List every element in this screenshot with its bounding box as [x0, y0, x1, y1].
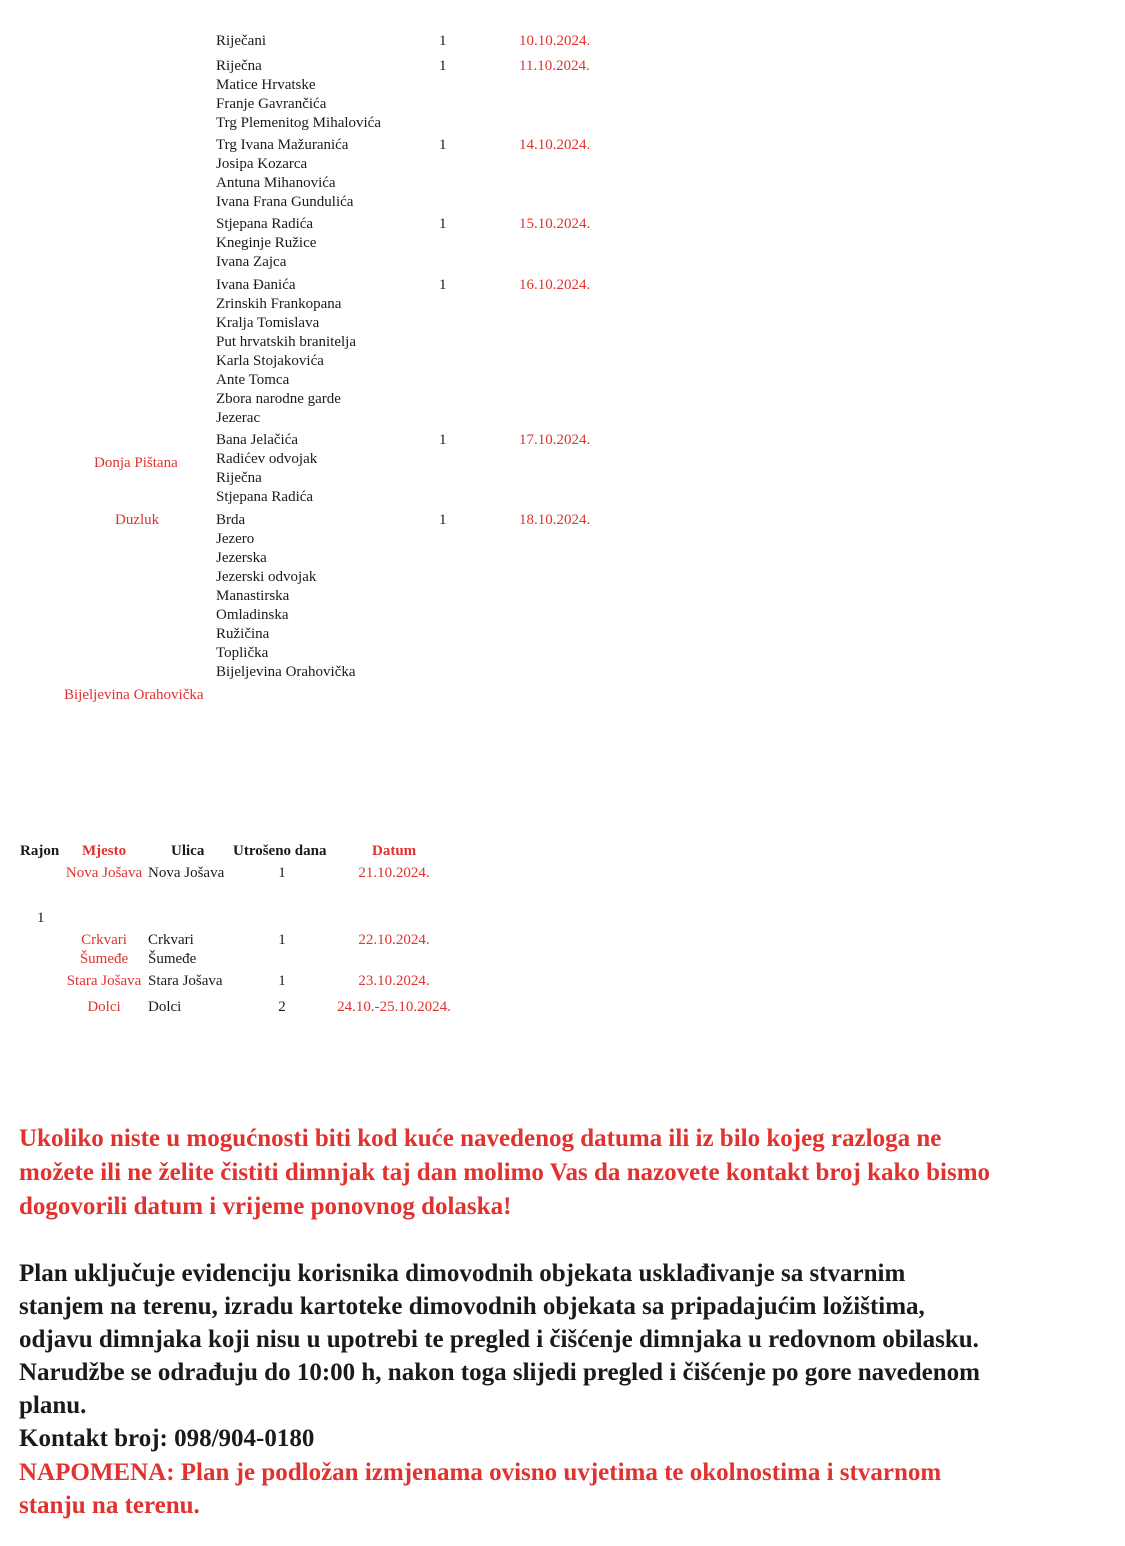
plan-description-line: Plan uključuje evidenciju korisnika dimovodnih objekata usklađivanje sa stvarnim — [19, 1260, 906, 1287]
warning-note-line: možete ili ne želite čistiti dimnjak taj dan molimo Vas da nazovete kontakt broj kako bismo — [19, 1159, 991, 1186]
days-count: 1 — [439, 216, 447, 232]
warning-note-line: Ukoliko niste u mogućnosti biti kod kuće navedenog datuma ili iz bilo kojeg razloga ne — [19, 1125, 942, 1152]
street-name: Riječna — [216, 470, 262, 486]
days-count: 1 — [439, 512, 447, 528]
plan-description-line: Narudžbe se odrađuju do 10:00 h, nakon toga slijedi pregled i čišćenje po gore navedenom — [19, 1359, 980, 1386]
header-utroseno-dana: Utrošeno dana — [233, 843, 327, 859]
street-name: Zbora narodne garde — [216, 391, 341, 407]
place-name: Nova Jošava — [65, 865, 143, 881]
days-count: 1 — [439, 33, 447, 49]
street-name: Jezerska — [216, 550, 267, 566]
street-name: Zrinskih Frankopana — [216, 296, 342, 312]
place-name: Duzluk — [115, 512, 160, 528]
street-name: Trg Plemenitog Mihalovića — [216, 115, 381, 131]
street-name: Bijeljevina Orahovička — [216, 664, 356, 680]
place-name: Dolci — [87, 999, 121, 1015]
street-name: Jezerski odvojak — [216, 569, 317, 585]
street-name: Riječna — [216, 58, 262, 74]
schedule-table — [0, 836, 520, 1026]
street-name: Josipa Kozarca — [216, 156, 308, 172]
days-count: 2 — [278, 999, 286, 1015]
rajon-value: 1 — [37, 910, 45, 926]
street-name: Ružičina — [216, 626, 270, 642]
street-name: Ivana Zajca — [216, 254, 287, 270]
days-count: 1 — [439, 58, 447, 74]
days-count: 1 — [278, 973, 286, 989]
schedule-date: 16.10.2024. — [519, 277, 591, 293]
street-name: Bana Jelačića — [216, 432, 299, 448]
schedule-date: 23.10.2024. — [358, 973, 430, 989]
days-count: 1 — [439, 137, 447, 153]
days-count: 1 — [278, 865, 286, 881]
plan-description-line: planu. — [19, 1392, 87, 1419]
place-name: Šumeđe — [79, 951, 129, 967]
street-name: Antuna Mihanovića — [216, 175, 336, 191]
header-mjesto: Mjesto — [82, 843, 127, 859]
days-count: 1 — [278, 932, 286, 948]
schedule-date: 24.10.-25.10.2024. — [337, 999, 451, 1015]
street-name: Kneginje Ružice — [216, 235, 317, 251]
header-rajon: Rajon — [20, 843, 60, 859]
street-name: Stjepana Radića — [216, 216, 314, 232]
street-name: Ante Tomca — [216, 372, 290, 388]
schedule-list-top — [0, 0, 700, 720]
place-name: Donja Pištana — [94, 455, 178, 471]
street-name: Put hrvatskih branitelja — [216, 334, 356, 350]
plan-description-line: stanjem na terenu, izradu kartoteke dimovodnih objekata sa pripadajućim ložištima, — [19, 1293, 925, 1320]
street-name: Trg Ivana Mažuranića — [216, 137, 349, 153]
street-name: Jezerac — [216, 410, 261, 426]
schedule-date: 10.10.2024. — [519, 33, 591, 49]
warning-note-line: dogovorili datum i vrijeme ponovnog dolaska! — [19, 1193, 512, 1220]
schedule-date: 17.10.2024. — [519, 432, 591, 448]
street-name: Matice Hrvatske — [216, 77, 316, 93]
place-name: Bijeljevina Orahovička — [64, 687, 204, 703]
contact-number: Kontakt broj: 098/904-0180 — [19, 1425, 315, 1452]
schedule-date: 14.10.2024. — [519, 137, 591, 153]
schedule-date: 22.10.2024. — [358, 932, 430, 948]
place-name: Crkvari — [81, 932, 127, 948]
napomena-note-line: NAPOMENA: Plan je podložan izmjenama ovisno uvjetima te okolnostima i stvarnom — [19, 1459, 942, 1486]
schedule-date: 18.10.2024. — [519, 512, 591, 528]
street-name: Nova Jošava — [148, 865, 225, 881]
schedule-date: 21.10.2024. — [358, 865, 430, 881]
place-name: Stara Jošava — [66, 973, 142, 989]
header-datum: Datum — [372, 843, 417, 859]
header-ulica: Ulica — [171, 843, 205, 859]
street-name: Stara Jošava — [148, 973, 223, 989]
street-name: Dolci — [148, 999, 182, 1015]
street-name: Crkvari — [148, 932, 194, 948]
schedule-date: 11.10.2024. — [519, 58, 590, 74]
street-name: Karla Stojakovića — [216, 353, 324, 369]
street-name: Omladinska — [216, 607, 289, 623]
plan-description-line: odjavu dimnjaka koji nisu u upotrebi te pregled i čišćenje dimnjaka u redovnom obilasku. — [19, 1326, 979, 1353]
street-name: Kralja Tomislava — [216, 315, 320, 331]
street-name: Radićev odvojak — [216, 451, 318, 467]
days-count: 1 — [439, 277, 447, 293]
street-name: Toplička — [216, 645, 269, 661]
street-name: Jezero — [216, 531, 255, 547]
street-name: Šumeđe — [148, 951, 197, 967]
street-name: Stjepana Radića — [216, 489, 314, 505]
days-count: 1 — [439, 432, 447, 448]
street-name: Manastirska — [216, 588, 290, 604]
street-name: Ivana Frana Gundulića — [216, 194, 354, 210]
schedule-date: 15.10.2024. — [519, 216, 591, 232]
napomena-note-line: stanju na terenu. — [19, 1492, 200, 1519]
street-name: Riječani — [216, 33, 266, 49]
street-name: Brda — [216, 512, 246, 528]
street-name: Franje Gavrančića — [216, 96, 327, 112]
street-name: Ivana Đanića — [216, 277, 296, 293]
